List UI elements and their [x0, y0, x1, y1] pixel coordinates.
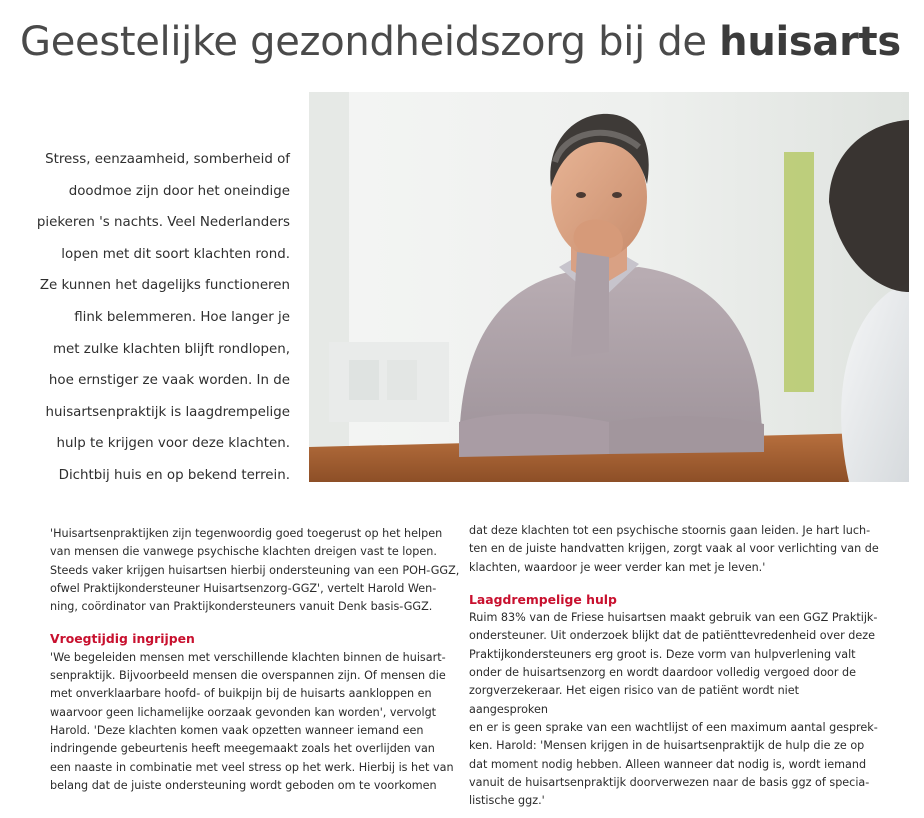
title-light: Geestelijke gezondheidszorg bij de — [20, 19, 720, 65]
intro-line: Dichtbij huis en op bekend terrein. — [58, 467, 290, 483]
left-p1-line: van mensen die vanwege psychische klachten dreigen vast te lopen. — [50, 545, 437, 559]
page-title — [20, 14, 901, 70]
right-p2-line: Ruim 83% van de Friese huisartsen maakt gebruik van een GGZ Praktijk- — [469, 611, 878, 625]
intro-line: doodmoe zijn door het oneindige — [68, 183, 290, 199]
left-p2-line: Harold. 'Deze klachten komen vaak opzetten wanneer iemand een — [50, 723, 424, 737]
heading-laagdrempelige-hulp: Laagdrempelige hulp — [469, 591, 617, 607]
left-p2-line: met onverklaarbare hoofd- of buikpijn bij de huisarts aankloppen en — [50, 687, 432, 701]
right-p1-line: dat deze klachten tot een psychische stoornis gaan leiden. Je hart luch- — [469, 524, 871, 537]
right-p2-line: dat moment nodig hebben. Alleen wanneer dat nodig is, wordt iemand — [469, 757, 867, 771]
right-p2-line: vanuit de huisartsenpraktijk doorverwezen naar de basis ggz of specia- — [469, 775, 870, 789]
photo-illustration — [309, 92, 909, 482]
heading-vroegtijdig-ingrijpen: Vroegtijdig ingrijpen — [50, 631, 195, 647]
spacer — [469, 577, 879, 591]
right-p2-line: ken. Harold: 'Mensen krijgen in de huisartsenpraktijk de hulp die ze op — [469, 739, 865, 753]
left-p1-line: ofwel Praktijkondersteuner Huisartsenzorg-GGZ', vertelt Harold Wen- — [50, 581, 437, 595]
intro-text — [30, 144, 290, 492]
left-paragraph-2 — [50, 649, 460, 795]
right-p2-line: zorgverzekeraar. Het eigen risico van de patiënt wordt niet aangesproken — [469, 684, 800, 716]
right-paragraph-2 — [469, 609, 879, 810]
intro-line: Stress, eenzaamheid, somberheid of — [45, 152, 290, 167]
intro-line: huisartsenpraktijk is laagdrempelige — [45, 404, 290, 420]
left-p2-line: indringende gebeurtenis heeft meegemaakt zoals het overlijden van — [50, 742, 435, 756]
left-p2-line: 'We begeleiden mensen met verschillende klachten binnen de huisart- — [50, 650, 446, 664]
left-p1-line: ning, coördinator van Praktijkondersteuners vanuit Denk basis-GGZ. — [50, 600, 433, 614]
title-bold: huisarts — [719, 19, 901, 65]
intro-line: piekeren 's nachts. Veel Nederlanders — [36, 215, 290, 231]
left-paragraph-1 — [50, 525, 460, 616]
intro-line: Ze kunnen het dagelijks functioneren — [39, 278, 290, 294]
intro-line: flink belemmeren. Hoe langer je — [74, 309, 290, 325]
article-column-left — [50, 525, 460, 795]
consultation-photo — [309, 92, 909, 482]
right-p1-line: ten en de juiste handvatten krijgen, zorgt vaak al voor verlichting van de — [469, 542, 879, 556]
right-p2-line: ondersteuner. Uit onderzoek blijkt dat de patiënttevredenheid over deze — [469, 629, 876, 643]
left-p2-line: belang dat de juiste ondersteuning wordt geboden om te voorkomen — [50, 778, 437, 792]
left-p2-line: een naaste in combinatie met veel stress op het werk. Hierbij is het van — [50, 760, 454, 774]
left-p1-line: Steeds vaker krijgen huisartsen hierbij ondersteuning van een POH-GGZ, — [50, 563, 460, 577]
intro-line: hulp te krijgen voor deze klachten. — [56, 436, 290, 452]
intro-line: hoe ernstiger ze vaak worden. In de — [48, 373, 290, 389]
intro-line: met zulke klachten blijft rondlopen, — [53, 341, 290, 357]
right-p1-line: klachten, waardoor je weer verder kan met je leven.' — [469, 560, 766, 574]
left-p2-line: senpraktijk. Bijvoorbeeld mensen die overspannen zijn. Of mensen die — [50, 669, 446, 683]
intro-line: lopen met dit soort klachten rond. — [61, 246, 290, 262]
right-p2-line: onder de huisartsenzorg en wordt daardoor volledig vergoed door de — [469, 666, 857, 680]
right-p2-line: en er is geen sprake van een wachtlijst of een maximum aantal gesprek- — [469, 720, 878, 734]
right-paragraph-1 — [469, 522, 879, 577]
left-p2-line: waarvoor geen lichamelijke oorzaak gevonden kan worden', vervolgt — [50, 705, 437, 719]
left-p1-line: 'Huisartsenpraktijken zijn tegenwoordig goed toegerust op het helpen — [50, 527, 443, 540]
right-p2-line: listische ggz.' — [469, 794, 545, 808]
right-p2-line: Praktijkondersteuners erg groot is. Deze vorm van hulpverlening valt — [469, 647, 856, 661]
article-column-right — [469, 522, 879, 810]
spacer — [50, 616, 460, 630]
